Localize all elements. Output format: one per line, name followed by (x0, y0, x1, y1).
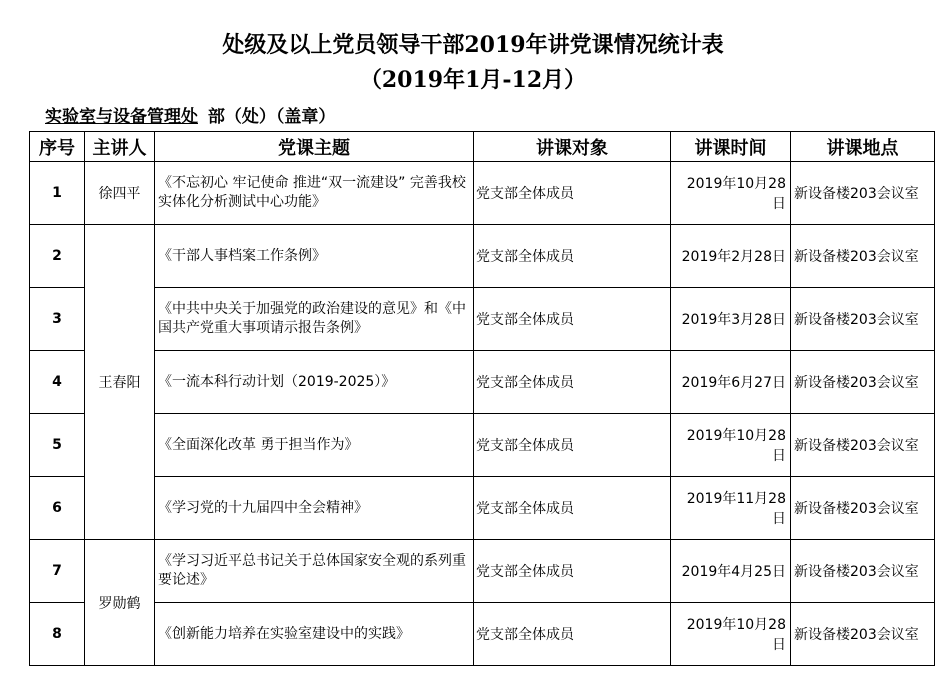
header-audience: 讲课对象 (474, 132, 671, 162)
time-cell: 2019年4月25日 (671, 540, 791, 603)
document-title: 处级及以上党员领导干部2019年讲党课情况统计表 (222, 32, 724, 58)
document-subtitle: （2019年1月-12月） (359, 67, 587, 93)
topic-cell: 《学习习近平总书记关于总体国家安全观的系列重要论述》 (155, 540, 474, 603)
audience-cell: 党支部全体成员 (474, 162, 671, 225)
speaker-cell: 王春阳 (85, 225, 155, 540)
seq-cell: 1 (30, 162, 85, 225)
place-cell: 新设备楼203会议室 (791, 414, 935, 477)
audience-cell: 党支部全体成员 (474, 351, 671, 414)
seq-cell: 6 (30, 477, 85, 540)
party-lecture-table (29, 131, 935, 666)
header-seq: 序号 (30, 132, 85, 162)
audience-cell: 党支部全体成员 (474, 477, 671, 540)
place-cell: 新设备楼203会议室 (791, 288, 935, 351)
seq-cell: 7 (30, 540, 85, 603)
seq-cell: 5 (30, 414, 85, 477)
seq-cell: 3 (30, 288, 85, 351)
unit-suffix: 部（处）（盖章） (207, 107, 336, 127)
audience-cell: 党支部全体成员 (474, 414, 671, 477)
unit-line (31, 102, 335, 127)
table-header-row (30, 132, 935, 162)
header-speaker: 主讲人 (85, 132, 155, 162)
topic-cell: 《学习党的十九届四中全会精神》 (155, 477, 474, 540)
place-cell: 新设备楼203会议室 (791, 540, 935, 603)
audience-cell: 党支部全体成员 (474, 288, 671, 351)
time-cell: 2019年10月28日 (671, 414, 791, 477)
header-place: 讲课地点 (791, 132, 935, 162)
speaker-cell: 罗勋鹤 (85, 540, 155, 666)
topic-cell: 《不忘初心 牢记使命 推进“双一流建设” 完善我校实体化分析测试中心功能》 (155, 162, 474, 225)
place-cell: 新设备楼203会议室 (791, 477, 935, 540)
place-cell: 新设备楼203会议室 (791, 603, 935, 666)
topic-cell: 《创新能力培养在实验室建设中的实践》 (155, 603, 474, 666)
table-row (30, 540, 935, 603)
place-cell: 新设备楼203会议室 (791, 162, 935, 225)
unit-name: 实验室与设备管理处 (45, 107, 198, 127)
seq-cell: 2 (30, 225, 85, 288)
time-cell: 2019年10月28日 (671, 603, 791, 666)
table-row (30, 162, 935, 225)
seq-cell: 8 (30, 603, 85, 666)
time-cell: 2019年6月27日 (671, 351, 791, 414)
seq-cell: 4 (30, 351, 85, 414)
topic-cell: 《中共中央关于加强党的政治建设的意见》和《中国共产党重大事项请示报告条例》 (155, 288, 474, 351)
table-row (30, 288, 935, 351)
table-row (30, 351, 935, 414)
time-cell: 2019年10月28日 (671, 162, 791, 225)
place-cell: 新设备楼203会议室 (791, 225, 935, 288)
header-topic: 党课主题 (155, 132, 474, 162)
audience-cell: 党支部全体成员 (474, 225, 671, 288)
speaker-cell: 徐四平 (85, 162, 155, 225)
time-cell: 2019年2月28日 (671, 225, 791, 288)
topic-cell: 《全面深化改革 勇于担当作为》 (155, 414, 474, 477)
table-row (30, 477, 935, 540)
audience-cell: 党支部全体成员 (474, 603, 671, 666)
header-time: 讲课时间 (671, 132, 791, 162)
topic-cell: 《一流本科行动计划（2019-2025）》 (155, 351, 474, 414)
table-row (30, 414, 935, 477)
place-cell: 新设备楼203会议室 (791, 351, 935, 414)
table-row (30, 603, 935, 666)
time-cell: 2019年11月28日 (671, 477, 791, 540)
topic-cell: 《干部人事档案工作条例》 (155, 225, 474, 288)
audience-cell: 党支部全体成员 (474, 540, 671, 603)
table-row (30, 225, 935, 288)
time-cell: 2019年3月28日 (671, 288, 791, 351)
